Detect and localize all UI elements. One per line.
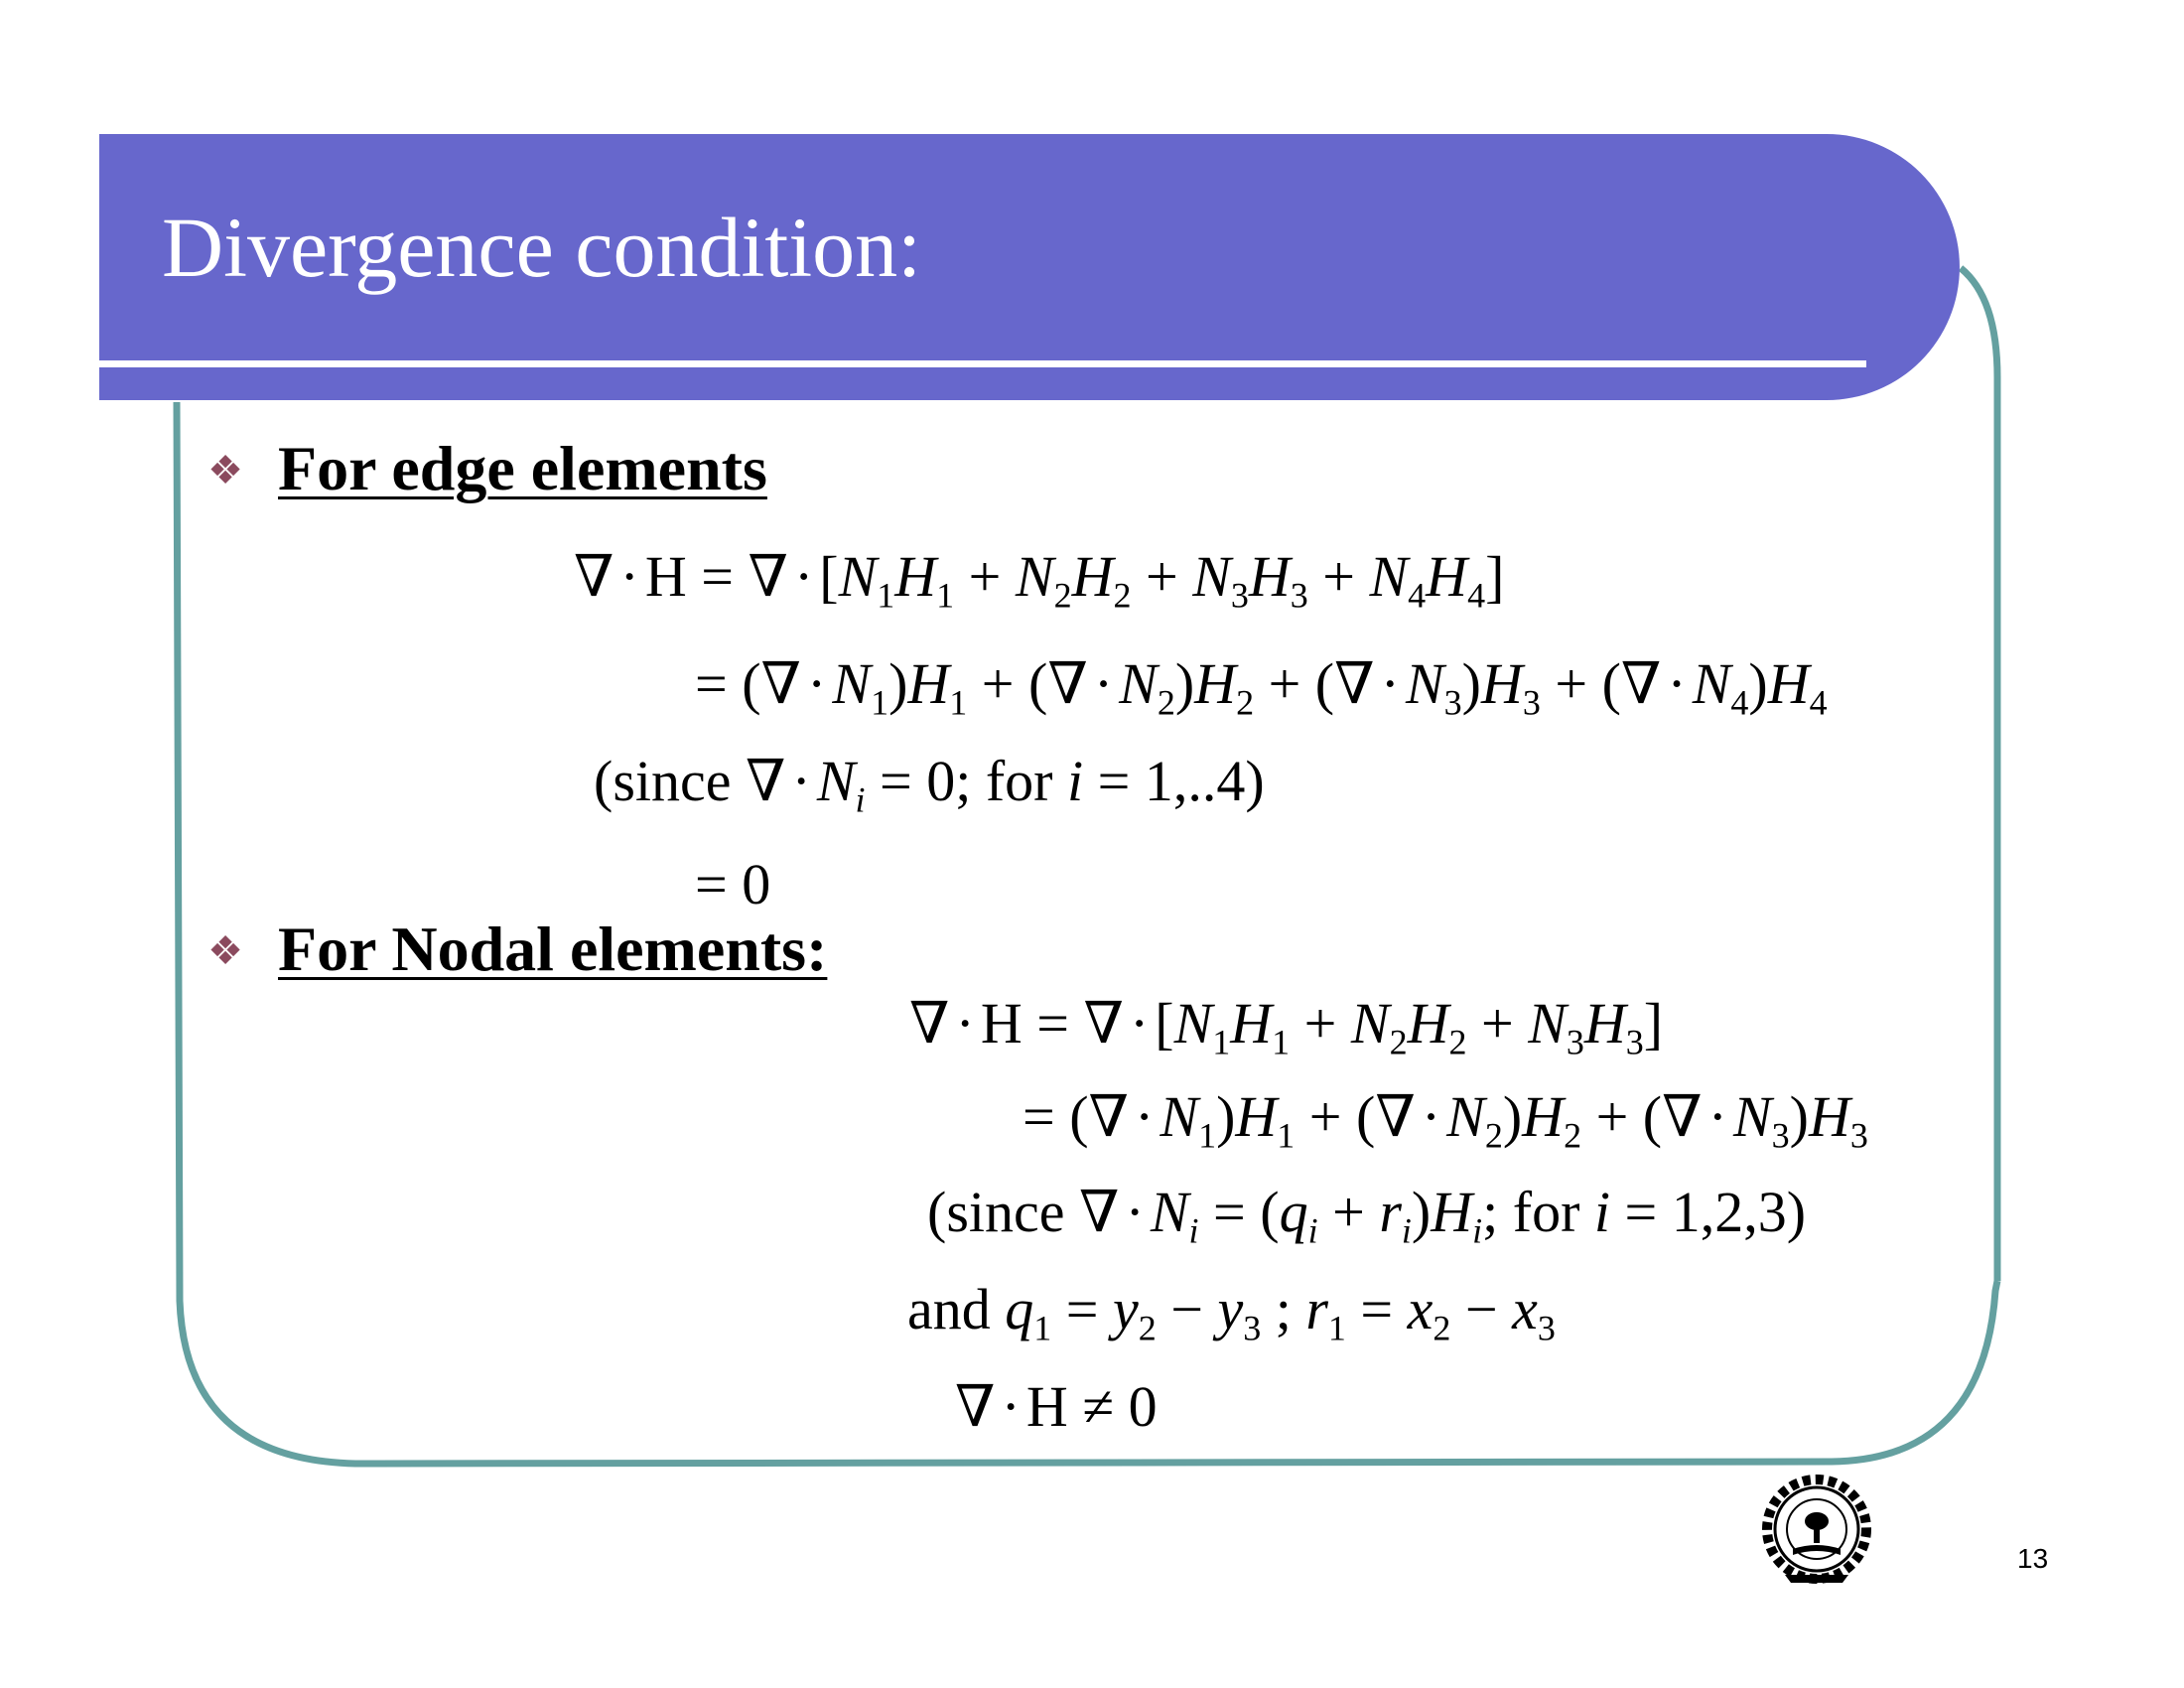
nodal-equation-1: ∇ · H = ∇ · $[N_1H_1 + N_2H_2 + N_3H_3]$ — [909, 991, 1664, 1062]
section-heading-edge: For edge elements — [278, 433, 767, 503]
diamond-bullet-icon: ❖ — [207, 448, 243, 492]
institute-logo-icon — [1757, 1472, 1876, 1591]
edge-equation-4: = 0 — [695, 852, 771, 916]
slide-title: Divergence condition: — [162, 200, 922, 295]
edge-equation-2: = (∇ · $N_1)H_1$ + (∇ · $N_2)H_2$ + (∇ · $N_3)H_3$ + (∇ · $N_4)H_4$ — [695, 651, 1828, 723]
edge-equation-3: (since ∇ · $N_i = 0$; for i = 1,..4) — [594, 749, 1265, 820]
edge-equation-1: ∇ · H = ∇ · $[N_1H_1 + N_2H_2 + N_3H_3 + N_4H_4]$ — [574, 544, 1505, 616]
nodal-equation-5: ∇ · H ≠ 0 — [955, 1374, 1158, 1439]
nodal-equation-4: and $q_1 = y_2 - y_3$ ; $r_1 = x_2 - x_3$ — [907, 1277, 1556, 1348]
page-number: 13 — [2017, 1543, 2049, 1574]
section-heading-nodal: For Nodal elements: — [278, 914, 828, 984]
nodal-equation-2: = (∇ · $N_1)H_1$ + (∇ · $N_2)H_2$ + (∇ · $N_3)H_3$ — [1023, 1084, 1868, 1156]
title-underline — [99, 360, 1866, 367]
diamond-bullet-icon: ❖ — [207, 928, 243, 973]
nodal-equation-3: (since ∇ · $N_i = (q_i + r_i)H_i$; for i = 1,2,3) — [927, 1180, 1807, 1251]
